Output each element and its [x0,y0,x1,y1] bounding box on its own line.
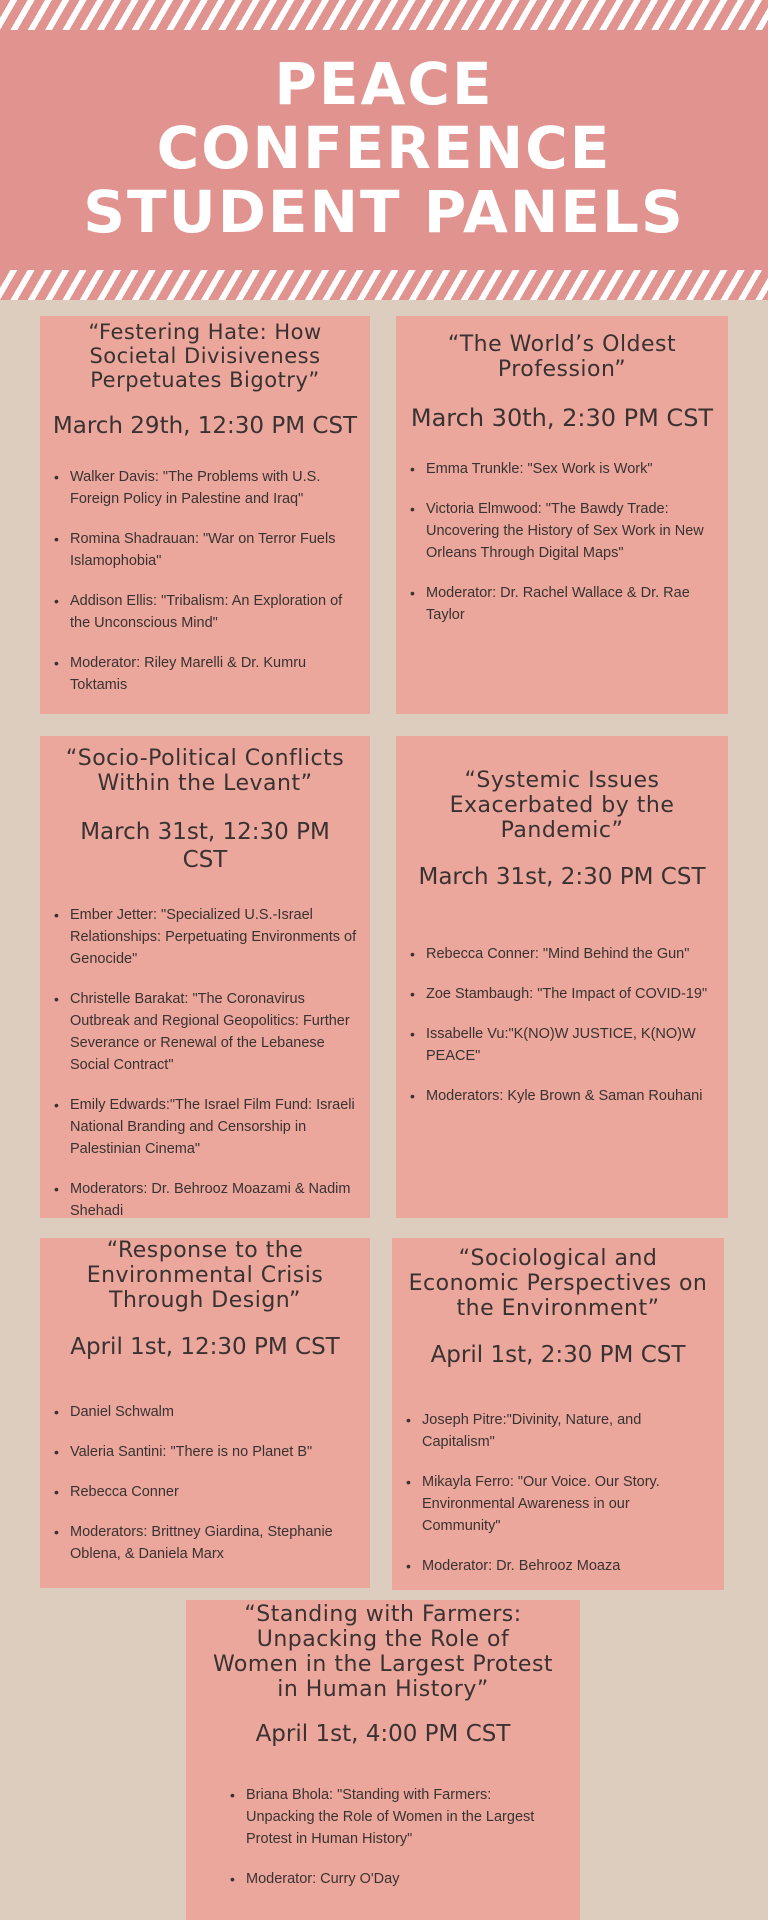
list-item: • Valeria Santini: "There is no Planet B" [52,1441,358,1463]
panel-card-5 [40,1238,370,1588]
panel-card-6 [392,1238,724,1590]
list-item: • Addison Ellis: "Tribalism: An Exploration of the Unconscious Mind" [52,590,358,634]
panel-title: “The World’s Oldest Profession” [447,332,677,382]
list-item: • Victoria Elmwood: "The Bawdy Trade: Uncovering the History of Sex Work in New Orleans Through Digital Maps" [408,498,716,564]
title-line-3: STUDENT PANELS [83,178,685,246]
list-item: • Joseph Pitre:"Divinity, Nature, and Capitalism" [404,1409,712,1453]
title-line-1: PEACE [274,50,494,118]
panel-card-1 [40,316,370,714]
panel-title: “Standing with Farmers: Unpacking the Role of Women in the Largest Protest in Human History” [212,1602,554,1702]
list-item: • Moderators: Kyle Brown & Saman Rouhani [408,1085,716,1107]
list-item: • Romina Shadrauan: "War on Terror Fuels Islamophobia" [52,528,358,572]
panel-date: March 30th, 2:30 PM CST [410,404,714,432]
panel-date: April 1st, 4:00 PM CST [255,1721,511,1747]
list-item: • Moderator: Dr. Rachel Wallace & Dr. Rae Taylor [408,582,716,626]
header-banner [0,0,768,300]
panel-list [404,1409,712,1577]
panel-list [52,466,358,696]
panel-card-3 [40,736,370,1218]
list-item: • Moderator: Dr. Behrooz Moaza [404,1555,712,1577]
panel-list [408,458,716,626]
list-item: • Rebecca Conner: "Mind Behind the Gun" [408,943,716,965]
list-item: • Issabelle Vu:"K(NO)W JUSTICE, K(NO)W PEACE" [408,1023,716,1067]
panel-date: March 31st, 12:30 PM CST [80,819,330,873]
panel-list [52,1401,358,1565]
panel-card-2 [396,316,728,714]
panel-title: “Sociological and Economic Perspectives on the Environment” [408,1246,708,1321]
panel-date: March 29th, 12:30 PM CST [52,413,358,439]
list-item: • Moderator: Riley Marelli & Dr. Kumru Toktamis [52,652,358,696]
panel-list [198,1784,568,1890]
panel-card-7 [186,1600,580,1920]
panel-title: “Festering Hate: How Societal Divisiveness Perpetuates Bigotry” [88,320,322,392]
title-line-2: CONFERENCE [156,114,612,182]
panel-list [52,904,358,1222]
panel-date: April 1st, 2:30 PM CST [430,1342,686,1368]
panel-date: April 1st, 12:30 PM CST [70,1334,340,1360]
list-item: • Walker Davis: "The Problems with U.S. Foreign Policy in Palestine and Iraq" [52,466,358,510]
list-item: • Emily Edwards:"The Israel Film Fund: Israeli National Branding and Censorship in Palestinian Cinema" [52,1094,358,1160]
panel-title: “Systemic Issues Exacerbated by the Pandemic” [449,768,675,843]
list-item: • Moderators: Dr. Behrooz Moazami & Nadim Shehadi [52,1178,358,1222]
list-item: • Emma Trunkle: "Sex Work is Work" [408,458,716,480]
panel-card-4 [396,736,728,1218]
header-stripes-top [0,0,768,30]
page-title [0,52,768,244]
list-item: • Moderator: Curry O'Day [228,1868,538,1890]
list-item: • Daniel Schwalm [52,1401,358,1423]
list-item: • Briana Bhola: "Standing with Farmers: Unpacking the Role of Women in the Largest Protest in Human History" [228,1784,538,1850]
list-item: • Christelle Barakat: "The Coronavirus Outbreak and Regional Geopolitics: Further Severance or Renewal of the Lebanese Social Contract" [52,988,358,1076]
list-item: • Mikayla Ferro: "Our Voice. Our Story. Environmental Awareness in our Community" [404,1471,712,1537]
list-item: • Rebecca Conner [52,1481,358,1503]
panel-list [408,943,716,1107]
panel-date: March 31st, 2:30 PM CST [418,864,706,890]
list-item: • Ember Jetter: "Specialized U.S.-Israel Relationships: Perpetuating Environments of Genocide" [52,904,358,970]
panel-title: “Response to the Environmental Crisis Through Design” [86,1238,324,1313]
list-item: • Zoe Stambaugh: "The Impact of COVID-19" [408,983,716,1005]
header-stripes-bottom [0,270,768,300]
list-item: • Moderators: Brittney Giardina, Stephanie Oblena, & Daniela Marx [52,1521,358,1565]
panel-title: “Socio-Political Conflicts Within the Levant” [65,746,345,796]
